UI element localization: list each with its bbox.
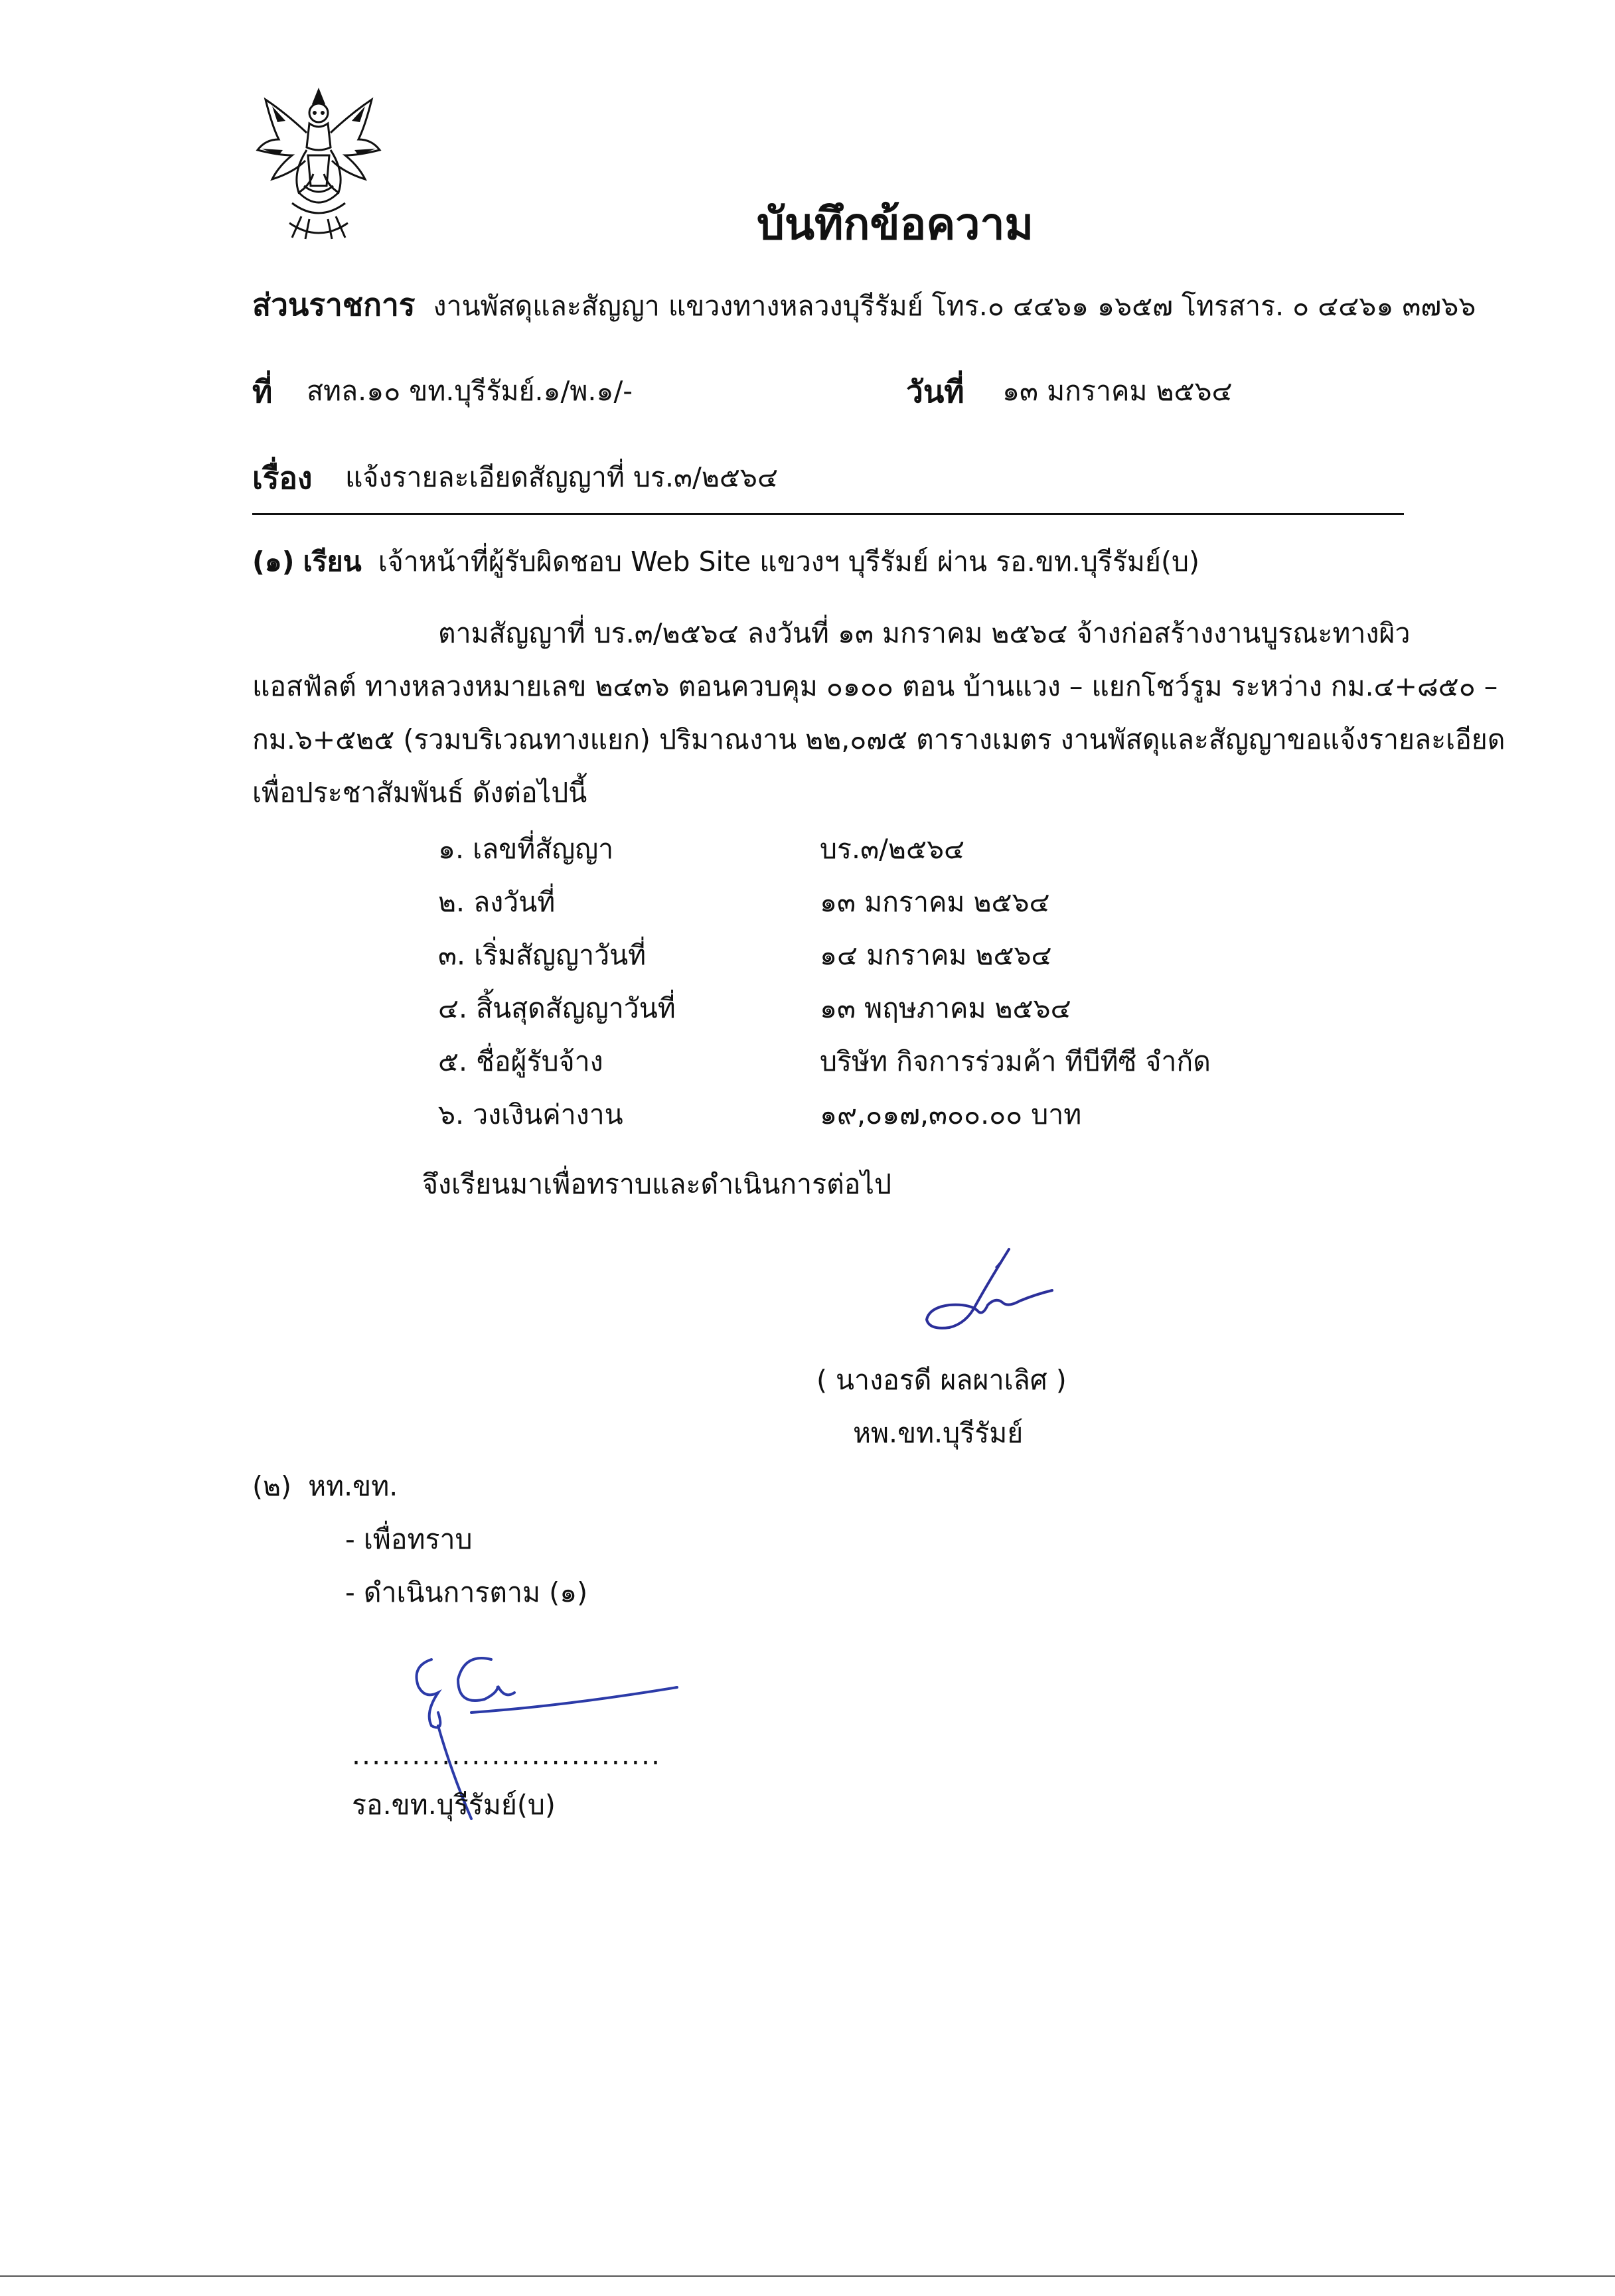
detail-value: ๑๓ มกราคม ๒๕๖๔ xyxy=(820,886,1050,918)
endorsement-item: - เพื่อทราบ xyxy=(345,1523,473,1555)
detail-label: ๑. เลขที่สัญญา xyxy=(438,833,614,865)
date-label: วันที่ xyxy=(906,374,964,410)
scan-edge-line xyxy=(0,2275,1615,2277)
ref-label: ที่ xyxy=(252,374,273,410)
subject-label: เรื่อง xyxy=(252,460,313,496)
header-divider xyxy=(252,513,1404,515)
body-line: เพื่อประชาสัมพันธ์ ดังต่อไปนี้ xyxy=(252,777,587,808)
ref-value: สทล.๑๐ ขท.บุรีรัมย์.๑/พ.๑/- xyxy=(307,375,633,407)
addressee-label: เรียน xyxy=(303,546,362,577)
date-value: ๑๓ มกราคม ๒๕๖๔ xyxy=(1002,375,1233,407)
endorsement-header xyxy=(252,1470,398,1503)
addressee-value: เจ้าหน้าที่ผู้รับผิดชอบ Web Site แขวงฯ บุรีรัมย์ ผ่าน รอ.ขท.บุรีรัมย์(บ) xyxy=(378,546,1199,577)
endorser-position: รอ.ขท.บุรีรัมย์(บ) xyxy=(352,1789,556,1821)
addressee-line xyxy=(252,546,1199,578)
detail-label: ๖. วงเงินค่างาน xyxy=(438,1099,623,1130)
body-line: ตามสัญญาที่ บร.๓/๒๕๖๔ ลงวันที่ ๑๓ มกราคม ๒๕๖๔ จ้างก่อสร้างงานบูรณะทางผิว xyxy=(438,617,1411,649)
detail-value: ๑๔ มกราคม ๒๕๖๔ xyxy=(820,939,1052,971)
signature-dotted-line: ............................... xyxy=(352,1739,662,1771)
body-line: กม.๖+๕๒๕ (รวมบริเวณทางแยก) ปริมาณงาน ๒๒,๐๗๕ ตารางเมตร งานพัสดุและสัญญาขอแจ้งรายละเอียด xyxy=(252,724,1505,755)
agency-line xyxy=(252,287,1476,323)
signature-mark xyxy=(903,1241,1062,1347)
detail-label: ๓. เริ่มสัญญาวันที่ xyxy=(438,939,647,971)
body-line: แอสฟัลต์ ทางหลวงหมายเลข ๒๔๓๖ ตอนควบคุม ๐๑๐๐ ตอน บ้านแวง – แยกโชว์รูม ระหว่าง กม.๔+๘๕๐ – xyxy=(252,670,1498,702)
agency-value: งานพัสดุและสัญญา แขวงทางหลวงบุรีรัมย์ โทร.๐ ๔๔๖๑ ๑๖๕๗ โทรสาร. ๐ ๔๔๖๑ ๓๗๖๖ xyxy=(433,290,1476,322)
signatory-position: หพ.ขท.บุรีรัมย์ xyxy=(853,1417,1024,1449)
detail-label: ๔. สิ้นสุดสัญญาวันที่ xyxy=(438,992,676,1024)
agency-label: ส่วนราชการ xyxy=(252,287,416,323)
subject-value: แจ้งรายละเอียดสัญญาที่ บร.๓/๒๕๖๔ xyxy=(345,461,778,493)
endorsement-item: - ดำเนินการตาม (๑) xyxy=(345,1576,588,1608)
detail-value: บร.๓/๒๕๖๔ xyxy=(820,833,965,865)
detail-label: ๒. ลงวันที่ xyxy=(438,886,556,918)
closing-text: จึงเรียนมาเพื่อทราบและดำเนินการต่อไป xyxy=(422,1168,891,1200)
endorsement-to: หท.ขท. xyxy=(308,1470,398,1502)
detail-value: ๑๙,๐๑๗,๓๐๐.๐๐ บาท xyxy=(820,1099,1082,1130)
addressee-number: (๑) xyxy=(252,546,295,577)
signatory-name: ( นางอรดี ผลผาเลิศ ) xyxy=(816,1364,1067,1396)
detail-value: บริษัท กิจการร่วมค้า ทีบีทีซี จำกัด xyxy=(820,1045,1211,1077)
detail-label: ๕. ชื่อผู้รับจ้าง xyxy=(438,1045,603,1077)
endorsement-number: (๒) xyxy=(252,1470,292,1502)
detail-value: ๑๓ พฤษภาคม ๒๕๖๔ xyxy=(820,992,1071,1024)
memo-title: บันทึกข้อความ xyxy=(757,198,1034,250)
garuda-emblem-icon xyxy=(252,86,385,243)
